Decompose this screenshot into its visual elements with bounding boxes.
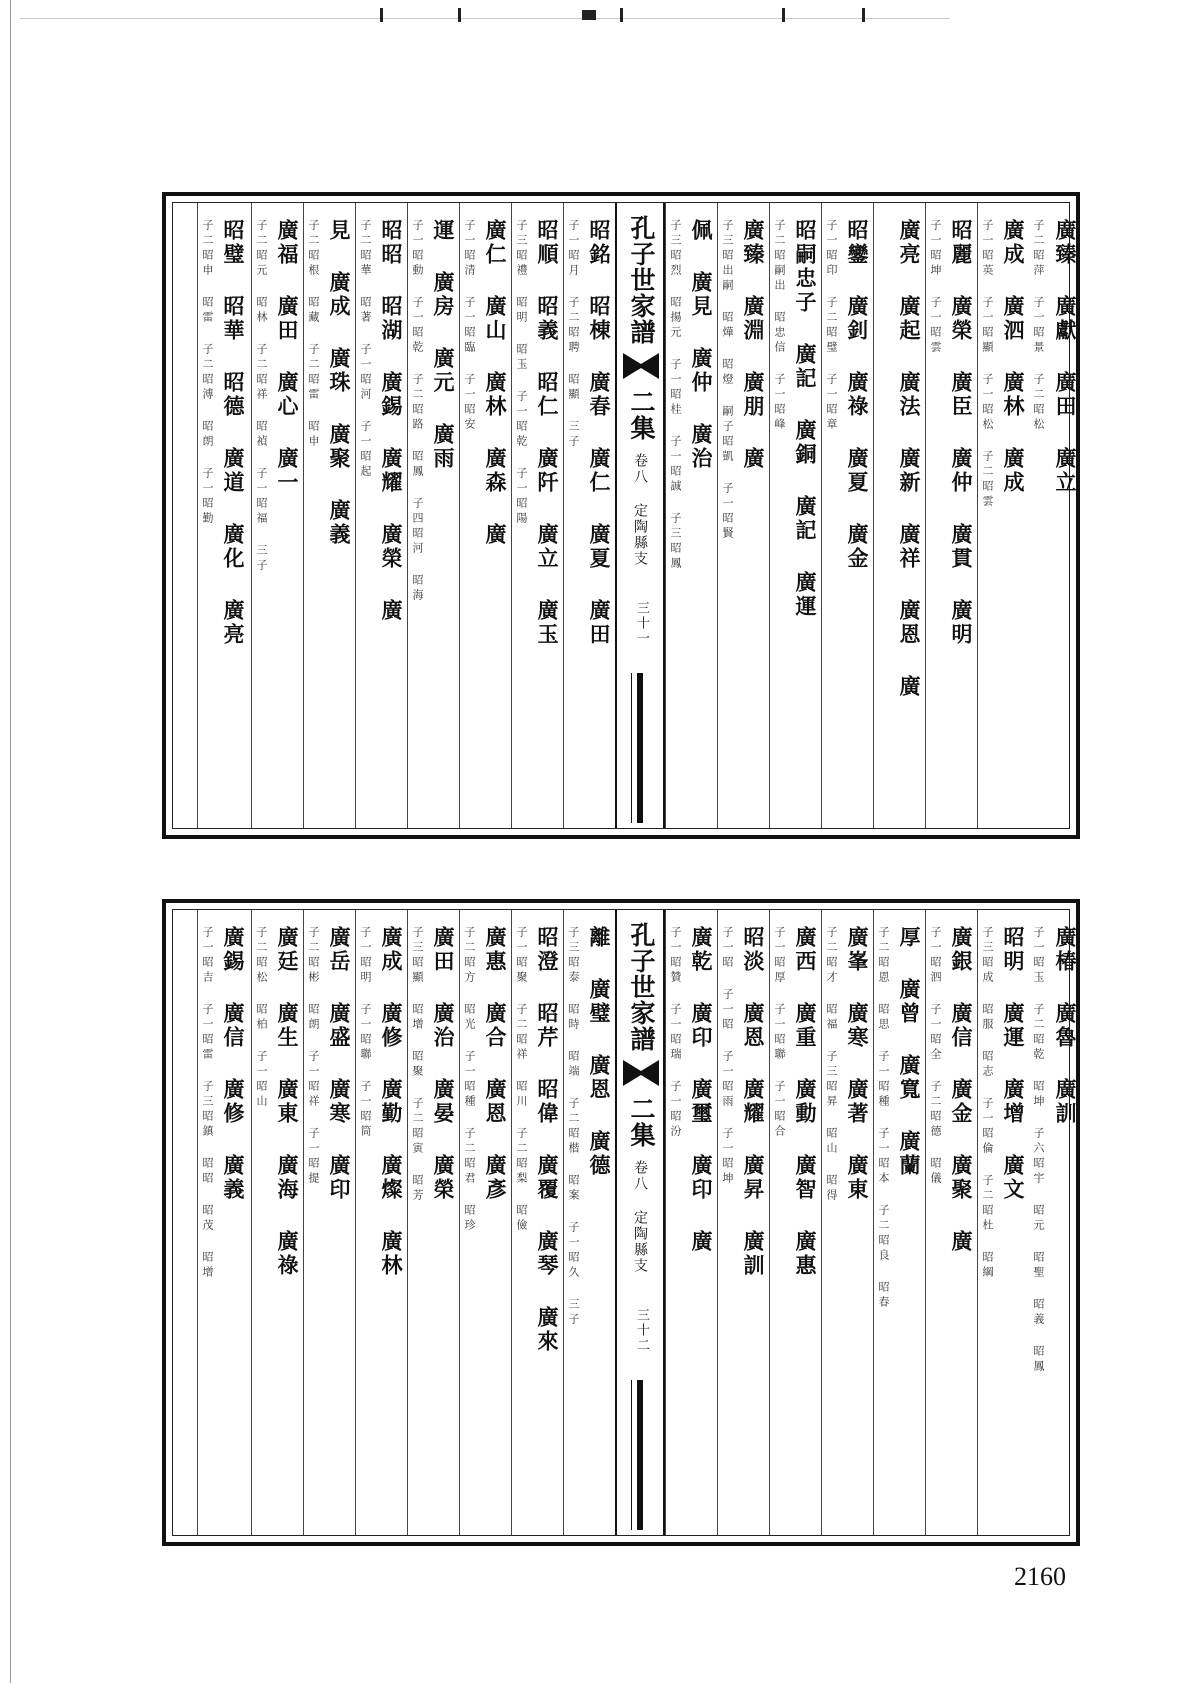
genealogy-column [407,203,459,828]
volume-label: 卷八 定陶縣支 [632,453,648,567]
column-names: 離 廣璧 廣恩 廣德 [587,926,612,1178]
genealogy-column [769,203,821,828]
column-names: 廣岳 廣盛 廣寒 廣印 [327,926,352,1202]
column-annotation: 子一昭玉 子二昭乾 昭坤 子六昭宇 昭元 昭聖 昭義 昭鳳 [1032,926,1045,1375]
leaf-number: 三十一 [634,601,649,646]
top-scan-mark [458,8,461,22]
column-annotation: 子二昭方 昭光 子一昭種 子二昭君 昭珍 [463,926,476,1234]
column-names: 昭麗 廣榮 廣臣 廣仲 廣貫 廣明 [949,219,974,647]
column-names: 昭澄 昭芹 昭偉 廣覆 廣琴 廣來 [535,926,560,1354]
genealogy-column [407,910,459,1535]
column-annotation: 子二昭元 昭林 子二昭祥 昭禎 子一昭福 三子 [255,219,268,574]
genealogy-column [717,203,769,828]
genealogy-column [925,203,977,828]
column-annotation: 子三昭禮 昭明 昭玉 子一昭乾 子一昭陽 [515,219,528,527]
center-fold-column [615,203,665,828]
volume-label: 卷八 定陶縣支 [632,1160,648,1274]
column-annotation: 子二昭根 昭藏 子二昭雷 昭申 [307,219,320,450]
column-annotation: 子一昭吉 子一昭雷 子三昭鎮 昭昭 昭茂 昭增 [201,926,214,1281]
column-annotation: 子一昭 子一昭 子一昭雨 子一昭坤 [721,926,734,1187]
genealogy-column [717,910,769,1535]
column-names: 廣成 廣修 廣勤 廣燦 廣林 [379,926,404,1278]
column-annotation: 子一昭厚 子一昭聯 子一昭合 [773,926,786,1140]
column-annotation: 子三昭出嗣 昭燁 昭燈 嗣子昭凱 子一昭賢 [721,219,734,542]
column-names: 廣臻 廣獻 廣田 廣立 [1053,219,1078,495]
top-scan-rule [20,18,950,19]
column-annotation: 子一昭印 子二昭璧 子一昭章 [825,219,838,433]
genealogy-column [197,910,249,1535]
genealogy-column [511,910,563,1535]
column-names: 昭昭 昭湖 廣錫 廣耀 廣榮 廣 [379,219,404,623]
column-annotation: 子一昭動 子一昭乾 子二昭路 昭鳳 子四昭河 昭海 [411,219,424,604]
column-annotation: 子二昭松 昭柏 子一昭山 [255,926,268,1110]
column-names: 佩 廣見 廣仲 廣治 [689,219,714,471]
genealogy-column [251,910,303,1535]
column-names: 見 廣成 廣珠 廣聚 廣義 [327,219,352,547]
genealogy-column [563,203,615,828]
collection-label: 二集 [627,389,656,441]
column-names: 運 廣房 廣元 廣雨 [431,219,456,471]
column-names: 廣田 廣治 廣晏 廣榮 [431,926,456,1202]
fishtail-mark-icon [623,1060,659,1086]
genealogy-column [665,203,717,828]
scan-edge-line [10,0,11,1683]
column-annotation: 子一昭清 子一昭臨 子一昭安 [463,219,476,433]
page-inner-frame [172,909,1078,1536]
column-names: 昭璧 昭華 昭德 廣道 廣化 廣亮 [221,219,246,647]
genealogy-column [821,910,873,1535]
column-annotation: 子一昭英 子一昭顯 子一昭松 子二昭雲 [981,219,994,510]
column-annotation: 子二昭恩 昭思 子一昭種 子一昭本 子二昭良 昭春 [877,926,890,1311]
genealogy-column [563,910,615,1535]
collection-label: 二集 [627,1096,656,1148]
genealogy-column [303,910,355,1535]
page-number: 2160 [1014,1562,1066,1591]
column-names: 廣惠 廣合 廣恩 廣彥 [483,926,508,1202]
column-annotation: 子一昭泗 子一昭全 子二昭德 昭儀 [929,926,942,1187]
column-names: 昭嗣忠子 廣記 廣銅 廣記 廣運 [793,219,818,619]
column-names: 廣西 廣重 廣動 廣智 廣惠 [793,926,818,1278]
column-annotation: 子二昭華 昭著 子一昭河 子一昭起 [359,219,372,480]
top-scan-mark [380,8,383,22]
column-annotation: 子三昭烈 昭揚元 子一昭桂 子一昭誠 子三昭鳳 [669,219,682,572]
column-names: 厚 廣曾 廣寬 廣蘭 [897,926,922,1178]
top-scan-mark [582,10,596,20]
genealogy-column [977,910,1029,1535]
column-annotation: 子三昭成 昭服 昭志 子一昭倫 子二昭杜 昭綱 [981,926,994,1281]
column-names: 昭明 廣運 廣增 廣文 [1001,926,1026,1202]
genealogy-column [1029,910,1081,1535]
genealogy-column [355,203,407,828]
genealogy-column [303,203,355,828]
page-inner-frame [172,202,1078,829]
top-scan-mark [620,8,623,22]
column-annotation: 子一昭明 子一昭聯 子一昭筒 [359,926,372,1140]
genealogy-column [925,910,977,1535]
column-annotation: 子二昭彬 昭朗 子一昭祥 子一昭提 [307,926,320,1187]
genealogy-column [769,910,821,1535]
genealogy-page-top [162,192,1080,839]
column-names: 昭淡 廣恩 廣耀 廣昇 廣訓 [741,926,766,1278]
column-names: 廣乾 廣印 廣璽 廣印 廣 [689,926,714,1254]
column-annotation: 子二昭嗣出 昭忠信 子一昭峰 [773,219,786,433]
center-rule [631,1380,632,1530]
column-names: 廣廷 廣生 廣東 廣海 廣祿 [275,926,300,1278]
fishtail-mark-icon [623,353,659,379]
column-annotation: 子一昭聚 子二昭祥 昭川 子二昭梨 昭儉 [515,926,528,1234]
column-names: 廣臻 廣淵 廣朋 廣 [741,219,766,471]
column-names: 廣仁 廣山 廣林 廣森 廣 [483,219,508,547]
genealogy-column [1029,203,1081,828]
column-annotation: 子二昭申 昭雷 子二昭溥 昭朗 子一昭勤 [201,219,214,527]
column-annotation: 子三昭顯 昭增 昭聚 子二昭寅 昭芳 [411,926,424,1204]
column-annotation: 子三昭泰 昭時 昭端 子二昭楷 昭案 子一昭久 三子 [567,926,580,1328]
genealogy-column [251,203,303,828]
genealogy-column [665,910,717,1535]
top-scan-mark [782,8,785,22]
column-annotation: 子二昭萍 子一昭景 子二昭松 [1032,219,1045,433]
genealogy-column [511,203,563,828]
column-names: 廣福 廣田 廣心 廣一 [275,219,300,495]
column-annotation: 子一昭贊 子一昭瑞 子一昭汾 [669,926,682,1140]
column-names: 昭鑾 廣釗 廣祿 廣夏 廣金 [845,219,870,571]
genealogy-column [821,203,873,828]
column-names: 昭順 昭義 昭仁 廣阡 廣立 廣玉 [535,219,560,647]
book-title: 孔子世家譜 [627,922,656,1052]
genealogy-column [459,910,511,1535]
center-bar [637,1380,643,1530]
column-names: 廣亮 廣起 廣法 廣新 廣祥 廣恩 廣 [897,219,922,699]
center-bar [637,673,643,823]
column-names: 廣椿 廣魯 廣訓 [1053,926,1078,1126]
column-names: 廣錫 廣信 廣修 廣義 [221,926,246,1202]
center-rule [631,673,632,823]
column-annotation: 子一昭月 子二昭聘 昭顯 三子 [567,219,580,450]
center-fold-column [615,910,665,1535]
column-names: 廣峯 廣寒 廣著 廣東 [845,926,870,1202]
genealogy-column [355,910,407,1535]
genealogy-column [873,203,925,828]
leaf-number: 三十二 [634,1308,649,1353]
column-annotation: 子二昭才 昭福 子三昭昇 昭山 昭得 [825,926,838,1204]
column-names: 昭銘 昭棟 廣春 廣仁 廣夏 廣田 [587,219,612,647]
genealogy-column [197,203,249,828]
genealogy-column [977,203,1029,828]
genealogy-page-bottom [162,899,1080,1546]
column-annotation: 子一昭坤 子一昭雲 [929,219,942,356]
genealogy-column [459,203,511,828]
genealogy-column [873,910,925,1535]
top-scan-mark [862,8,865,22]
column-names: 廣銀 廣信 廣金 廣聚 廣 [949,926,974,1254]
book-title: 孔子世家譜 [627,215,656,345]
column-names: 廣成 廣泗 廣林 廣成 [1001,219,1026,495]
